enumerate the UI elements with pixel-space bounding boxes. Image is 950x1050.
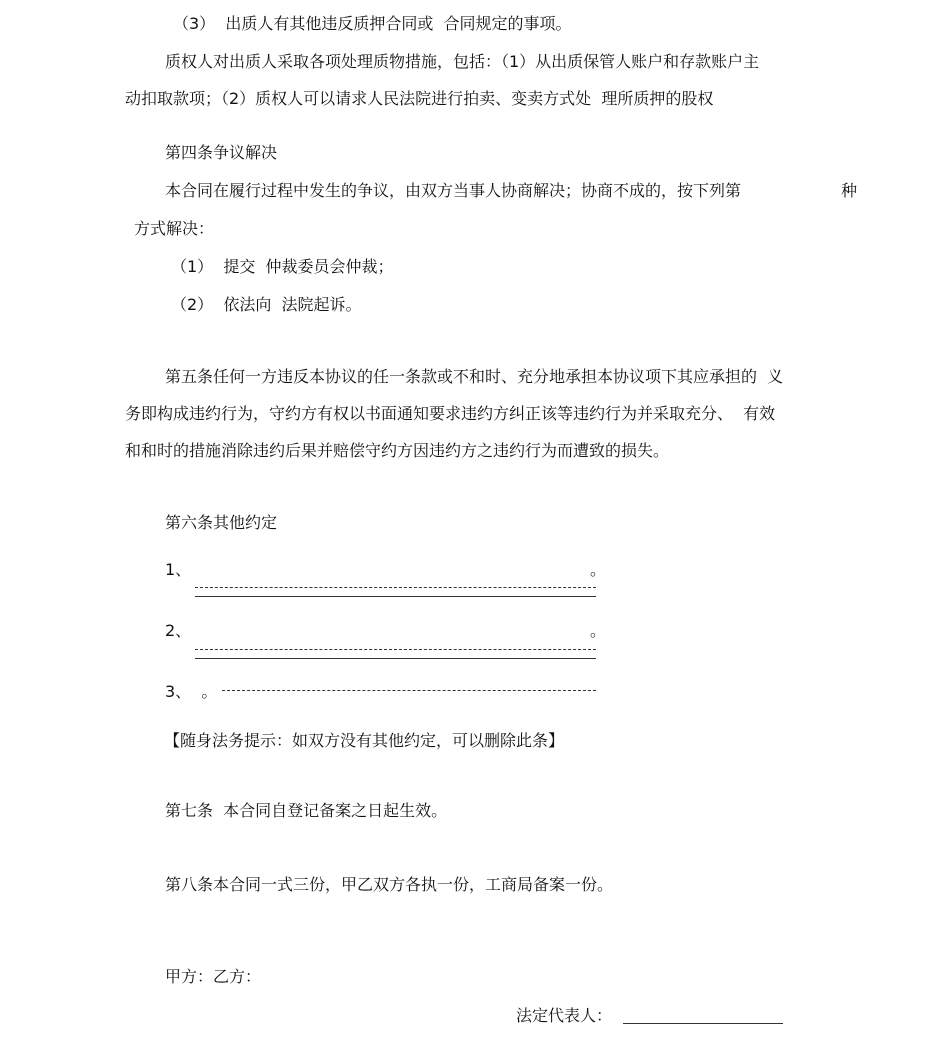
- item-1-blank-dashed-line: [195, 587, 596, 588]
- other-item-1-end: 。: [590, 560, 607, 579]
- other-item-2-end: 。: [590, 621, 607, 640]
- article-4-option-2: （2） 依法向 法院起诉。: [171, 295, 362, 314]
- article-4-line-1: 本合同在履行过程中发生的争议，由双方当事人协商解决；协商不成的，按下列第: [165, 181, 742, 200]
- item-1-blank-underline: [195, 596, 596, 597]
- article-5-line-3: 和和时的措施消除违约后果并赔偿守约方因违约方之违约行为而遭致的损失。: [125, 441, 670, 460]
- article-4-option-1: （1） 提交 仲裁委员会仲裁；: [171, 257, 394, 276]
- item-2-blank-underline: [195, 658, 596, 659]
- article-5-line-2: 务即构成违约行为，守约方有权以书面通知要求违约方纠正该等违约行为并采取充分、 有效: [125, 404, 776, 423]
- article-4-line-1-end: 种: [841, 181, 858, 200]
- other-item-1-number: 1、: [165, 560, 192, 579]
- article-6-title: 第六条其他约定: [165, 513, 278, 532]
- other-item-3: 3、 。: [165, 682, 218, 701]
- item-3-blank-dashed-line: [222, 690, 596, 691]
- party-labels: 甲方：乙方：: [165, 967, 262, 986]
- pledge-item-3: （3） 出质人有其他违反质押合同或 合同规定的事项。: [173, 14, 572, 33]
- article-4-line-2: 方式解决：: [134, 219, 215, 238]
- legal-representative-label: 法定代表人：: [516, 1006, 613, 1025]
- item-2-blank-dashed-line: [195, 649, 596, 650]
- article-5-line-1: 第五条任何一方违反本协议的任一条款或不和时、充分地承担本协议项下其应承担的 义: [165, 367, 784, 386]
- article-7: 第七条 本合同自登记备案之日起生效。: [165, 801, 448, 820]
- article-4-title: 第四条争议解决: [165, 143, 278, 162]
- article-8: 第八条本合同一式三份，甲乙双方各执一份，工商局备案一份。: [165, 875, 614, 894]
- other-item-2-number: 2、: [165, 621, 192, 640]
- disposal-measures-line-2: 动扣取款项；（2）质权人可以请求人民法院进行拍卖、变卖方式处 理所质押的股权: [125, 89, 714, 108]
- legal-tip: 【随身法务提示：如双方没有其他约定，可以删除此条】: [164, 731, 565, 750]
- legal-representative-signature-line: [623, 1023, 783, 1024]
- disposal-measures-line-1: 质权人对出质人采取各项处理质物措施，包括：（1）从出质保管人账户和存款账户主: [165, 52, 760, 71]
